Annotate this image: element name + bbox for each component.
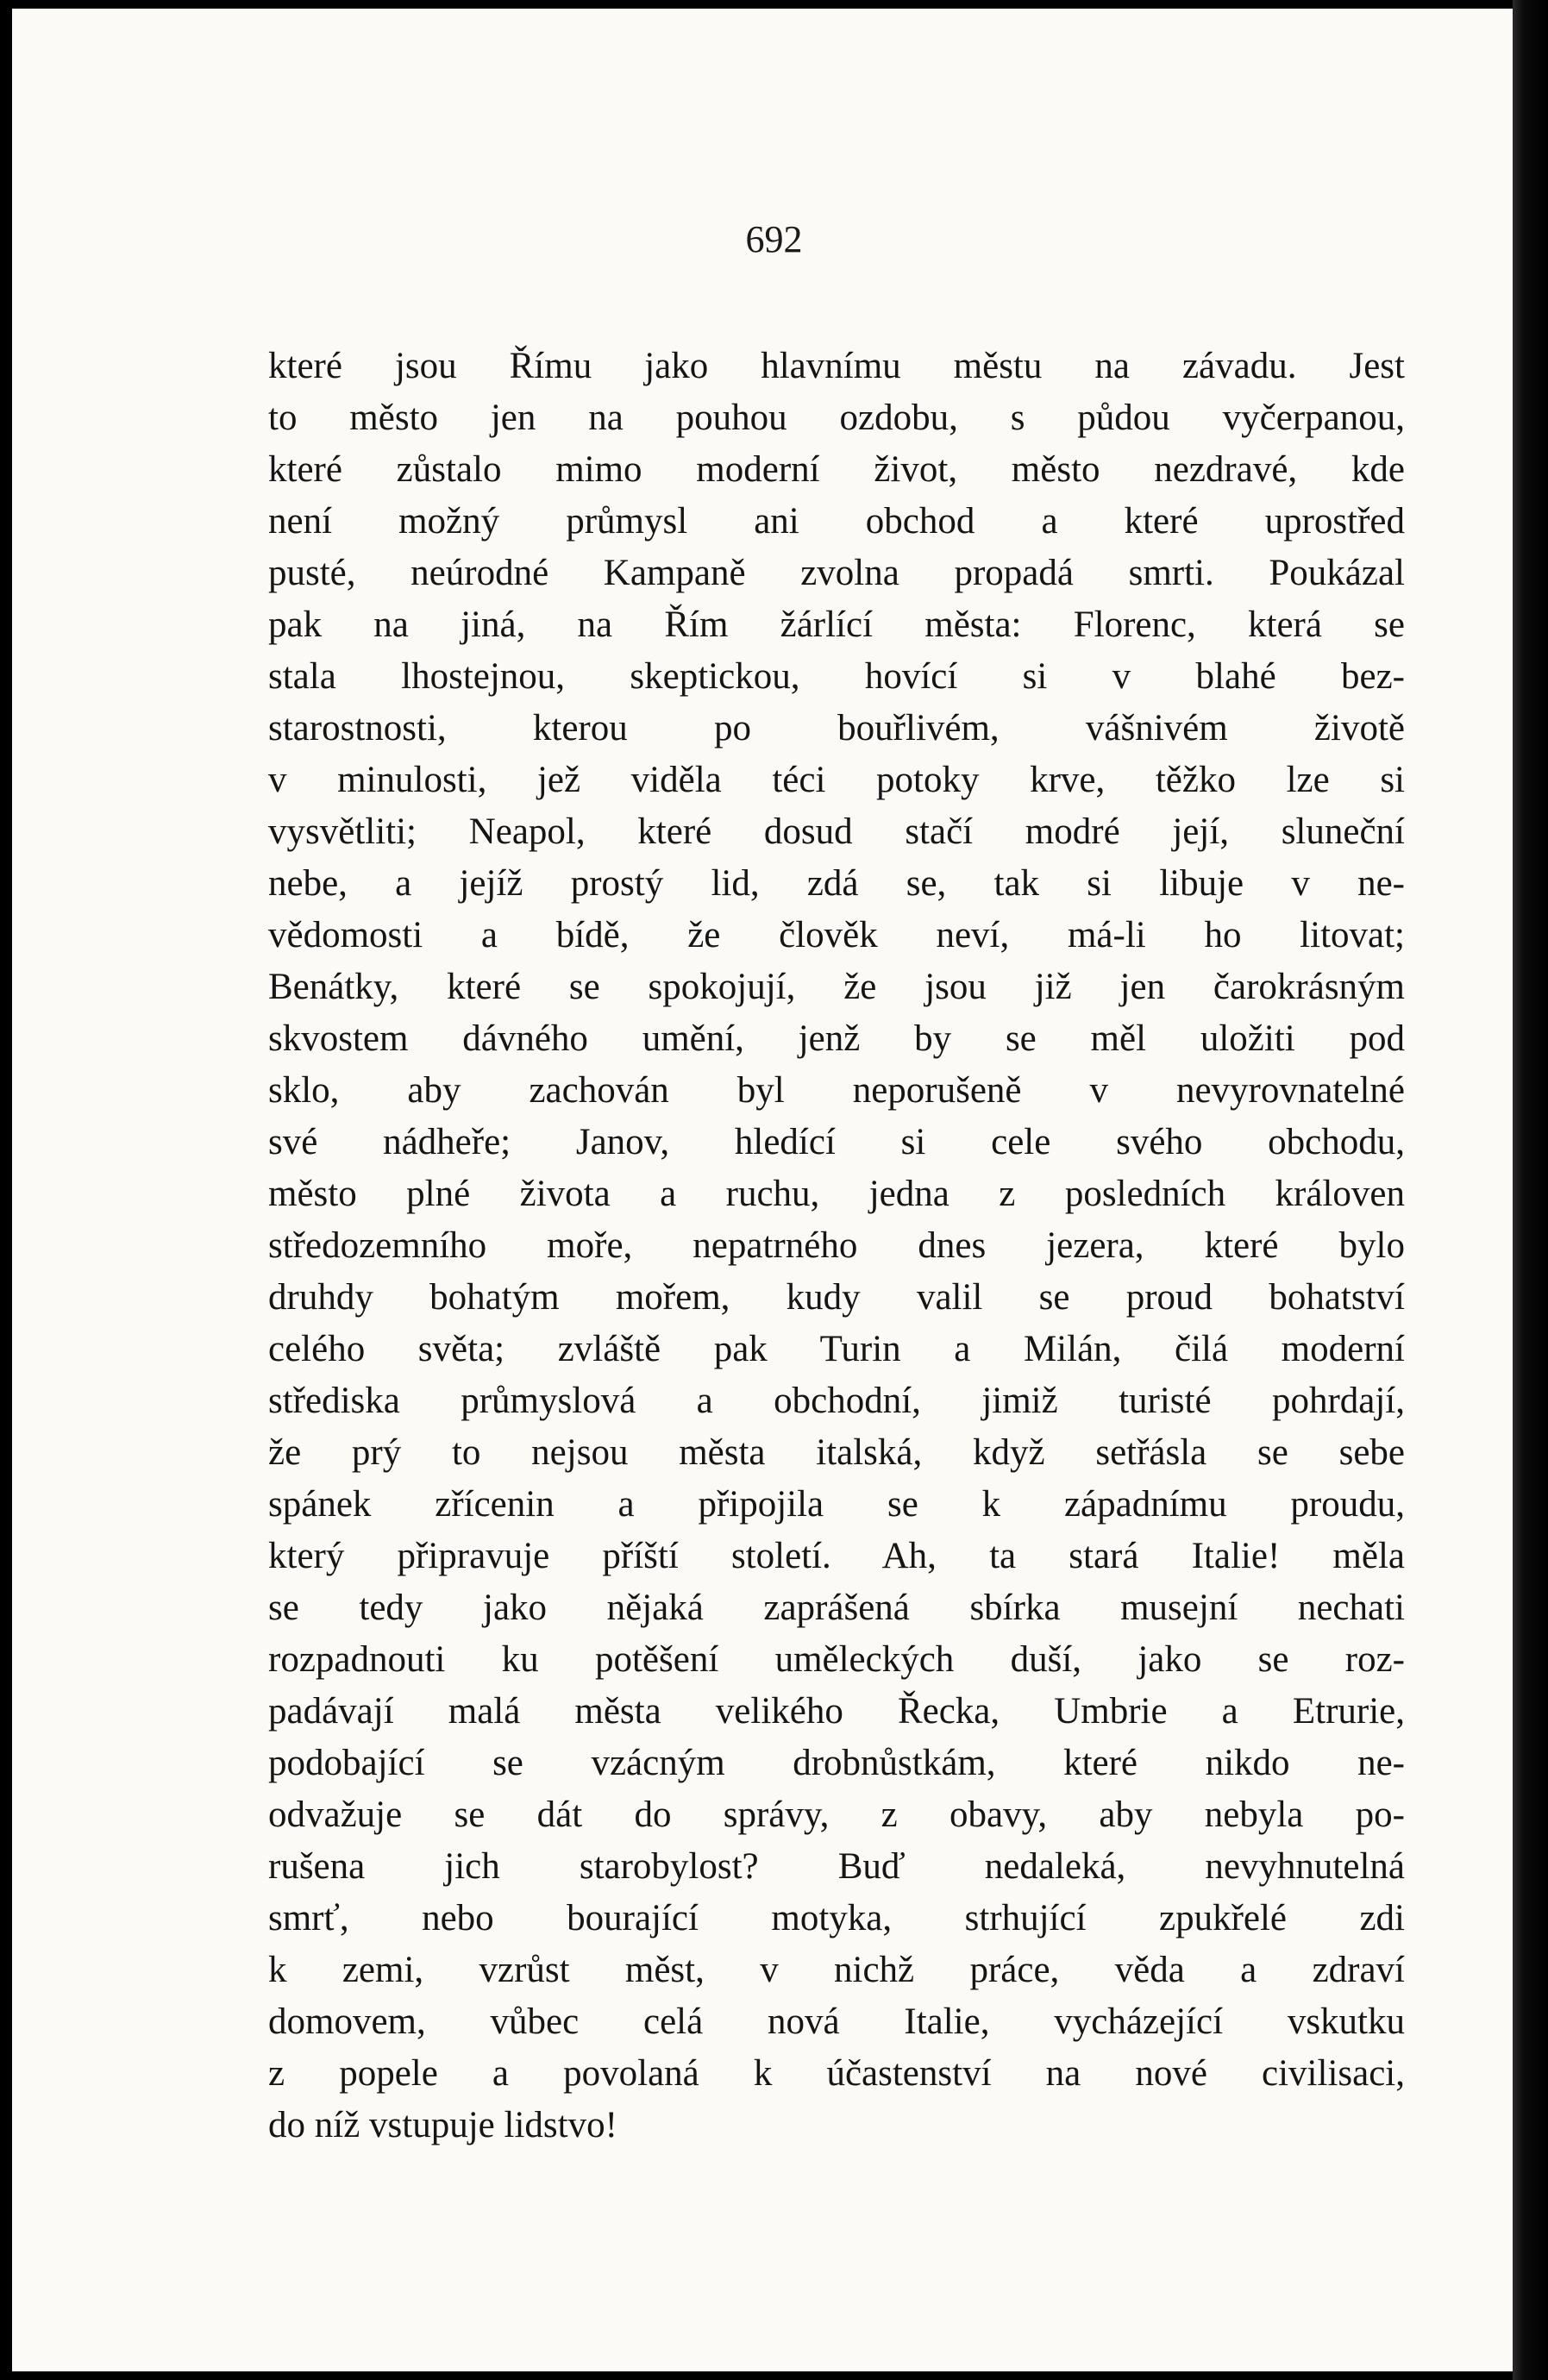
text-line: střediska průmyslová a obchodní, jimiž turisté pohrdají, [268,1381,1405,1421]
text-line: spánek zřícenin a připojila se k západnímu proudu, [268,1484,1405,1525]
text-line: stala lhostejnou, skeptickou, hovící si v blahé bez- [268,656,1405,697]
text-line: že prý to nejsou města italská, když setřásla se sebe [268,1432,1405,1473]
text-line: smrť, nebo bourající motyka, strhující zpukřelé zdi [268,1898,1405,1938]
text-line: vědomosti a bídě, že člověk neví, má-li ho litovat; [268,915,1405,955]
text-line: rozpadnouti ku potěšení uměleckých duší, jako se roz- [268,1639,1405,1680]
text-line: které zůstalo mimo moderní život, město nezdravé, kde [268,449,1405,490]
page-edge-shadow [1513,0,1548,2380]
text-line: podobající se vzácným drobnůstkám, které nikdo ne- [268,1743,1405,1783]
text-line: které jsou Římu jako hlavnímu městu na závadu. Jest [268,346,1405,386]
text-line: není možný průmysl ani obchod a které uprostřed [268,501,1405,542]
text-line: sklo, aby zachován byl neporušeně v nevyrovnatelné [268,1070,1405,1111]
text-line: Benátky, které se spokojují, že jsou již jen čarokrásným [268,967,1405,1007]
text-line: skvostem dávného umění, jenž by se měl uložiti pod [268,1018,1405,1059]
text-line: celého světa; zvláště pak Turin a Milán, čilá moderní [268,1329,1405,1369]
text-line: středozemního moře, nepatrného dnes jezera, které bylo [268,1225,1405,1266]
text-line: rušena jich starobylost? Buď nedaleká, nevyhnutelná [268,1846,1405,1887]
text-line: to město jen na pouhou ozdobu, s půdou vyčerpanou, [268,398,1405,438]
page-number: 692 [745,218,803,260]
text-line: odvažuje se dát do správy, z obavy, aby nebyla po- [268,1794,1405,1835]
text-line: domovem, vůbec celá nová Italie, vycházející vskutku [268,2001,1405,2042]
text-line: vysvětliti; Neapol, které dosud stačí modré její, sluneční [268,811,1405,852]
text-line: své nádheře; Janov, hledící si cele svého obchodu, [268,1122,1405,1162]
text-line: padávají malá města velikého Řecka, Umbrie a Etrurie, [268,1691,1405,1732]
text-line: starostnosti, kterou po bouřlivém, vášnivém životě [268,708,1405,748]
text-line: který připravuje příští století. Ah, ta stará Italie! měla [268,1536,1405,1576]
text-line: druhdy bohatým mořem, kudy valil se proud bohatství [268,1277,1405,1318]
text-line: město plné života a ruchu, jedna z posledních královen [268,1174,1405,1214]
body-text [268,341,1405,2151]
text-line: nebe, a jejíž prostý lid, zdá se, tak si libuje v ne- [268,863,1405,904]
text-line: k zemi, vzrůst měst, v nichž práce, věda a zdraví [268,1950,1405,1990]
text-line: z popele a povolaná k účastenství na nové civilisaci, [268,2053,1405,2094]
text-line: se tedy jako nějaká zaprášená sbírka musejní nechati [268,1588,1405,1628]
text-line: pusté, neúrodné Kampaně zvolna propadá smrti. Poukázal [268,553,1405,593]
text-line: do níž vstupuje lidstvo! [268,2105,617,2145]
text-line: pak na jiná, na Řím žárlící města: Florenc, která se [268,604,1405,645]
text-line: v minulosti, jež viděla téci potoky krve, těžko lze si [268,760,1405,800]
